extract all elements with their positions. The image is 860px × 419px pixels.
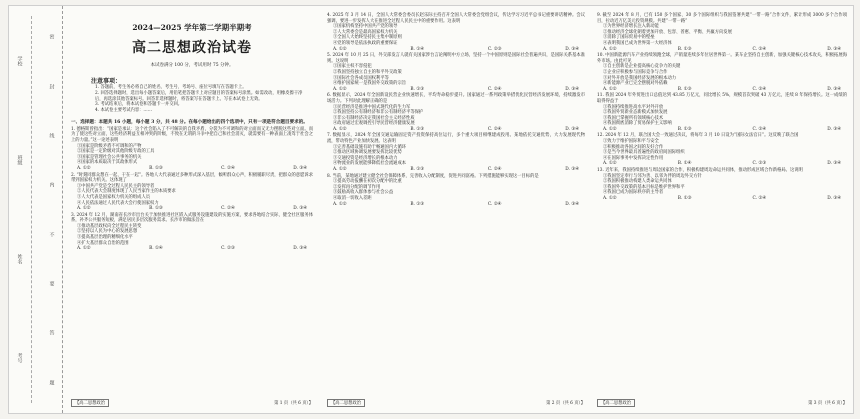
question-list	[327, 13, 585, 207]
question-list	[597, 13, 847, 202]
binding-fields	[15, 12, 25, 407]
answer-choices	[597, 87, 847, 93]
statement-option: ③我国外交政策的基本目标是维护世界和平	[603, 184, 685, 190]
statement-option: ④扩大基层群众自治的范围	[77, 240, 129, 246]
answer-choice: D. ③④	[565, 86, 579, 92]
statement-option: ①我国持续推进高水平对外开放	[603, 104, 664, 110]
statement-option: ④国家的本质取决于其政体形式	[77, 160, 138, 166]
statement-option: ④政府通过宏观调控引导民营经济健康发展	[333, 121, 415, 127]
statement-option: ②企业应积极参与国际竞争与合作	[603, 69, 668, 75]
page-2-column	[327, 12, 585, 393]
page-footer	[597, 399, 847, 409]
answer-choice: A. ①②	[77, 206, 91, 212]
statement-option: ②我国坚持独立自主的和平外交政策	[333, 69, 402, 75]
statement-option: ①中国共产党是全过程人民民主的领导者	[77, 183, 155, 189]
statement-option: ①自主创新是企业提高核心竞争力的关键	[603, 64, 681, 70]
answer-choice: C. ②④	[221, 165, 235, 171]
answer-choice: C. ②④	[487, 201, 502, 207]
question-stem: 4. 2025 年 3 月 14 日，全国人大常委会委员长赵乐际主持召开全国人大常委会党组会议，传达学习习近平总书记重要讲话精神。会议强调，要进一步发挥人大在推进全过程人民民主中的重要作用。这表明	[327, 13, 585, 24]
binding-dash-line	[31, 16, 32, 403]
answer-choice: D. ③④	[565, 201, 579, 207]
question-stem: 2. “时刻同群众想在一起、干在一起”。各地人大代表通过多种形式深入基层，倾听群众心声，积极履职尽责，把群众的意愿诉求带到国家权力机关。这体现了	[71, 172, 313, 184]
statement-option: ④取消一切收入差距	[333, 196, 372, 201]
seal-char: 不	[48, 231, 55, 237]
footer-page: 第 3 页（共 6 页）】	[808, 401, 847, 406]
exam-year: 2024—2025 学年第二学期半期考	[132, 23, 252, 32]
statement-option: ①致力于维护国际和平与安全	[603, 139, 659, 145]
statement-option: ④党的领导是依法执政的重要保证	[333, 40, 398, 46]
statement-option: ③非公有制经济决定我国社会主义经济性质	[333, 115, 415, 121]
statement-option: ①我国坚定奉行与邻为善、以邻为伴的周边外交方针	[603, 173, 702, 179]
statement-option: ②人大常委会是最高国家权力机关	[333, 29, 398, 35]
answer-choice: B. ①③	[410, 167, 424, 173]
answer-choice: D. ③④	[293, 246, 307, 252]
statement-option: ②人民代表大会制度体现了人民当家作主的本质要求	[77, 189, 176, 195]
page-footer	[71, 399, 313, 409]
answer-choice: B. ①③	[677, 46, 692, 52]
statement-option: ②发挥再分配的调节作用	[333, 184, 381, 190]
statement-option: ④维护国家统一是我国外交政策的宗旨	[333, 81, 407, 87]
question-stem: 8. 当前，某地通过建立健全社会保障体系、完善收入分配制度，促进共同富裕。下列措施能够实现这一目标的是	[327, 173, 539, 179]
answer-choice: B. ①④	[149, 246, 163, 252]
seal-char: 答	[48, 330, 55, 336]
statement-option: ④我国彻底消除了贸易保护主义影响	[603, 121, 672, 127]
answer-choice: B. ①③	[149, 206, 163, 212]
answer-choices	[327, 127, 585, 133]
answer-choice: A. ①②	[333, 201, 347, 207]
answer-choice: D. ③④	[565, 126, 579, 132]
statement-option: ②我国外贸新业态新模式加快发展	[603, 110, 668, 116]
answer-choice: C. ②③	[487, 46, 502, 52]
answer-choice: C. ②④	[752, 196, 767, 201]
answer-choice: C. ②④	[487, 167, 502, 173]
seal-char: 封	[48, 83, 55, 89]
statement-option: ④我国已成为国际秩序的主导者	[603, 190, 664, 196]
answer-choices	[327, 47, 585, 53]
answer-choices	[71, 246, 313, 252]
statement-option: ③国际社会各成员国权利平等	[333, 75, 389, 81]
page-3-column	[597, 12, 847, 393]
answer-choice: D. ③④	[565, 46, 579, 52]
statement-option: ③全国人大始终坚持民主集中制原则	[333, 35, 402, 41]
binding-seal-text	[47, 12, 57, 407]
answer-choice: D. ③④	[827, 46, 841, 52]
answer-choice: B. ①④	[677, 161, 692, 167]
statement-option: ③我国已掌握所有领域核心技术	[603, 115, 664, 121]
question-stem: 3. 2024 年 12 月，湖南省长沙市出台关于加快推进社区嵌入式服务设施建设的实施方案，要求各地结合实际，健全社区服务体系，补齐公共服务短板，满足居民多层次服务需求。长沙市的做法旨在	[71, 212, 313, 224]
statement-option: ④人民依法通过人民代表大会行使国家权力	[77, 200, 159, 206]
statement-option: ③对外开放是我国经济发展的根本动力	[603, 75, 677, 81]
answer-choice: D. ③④	[827, 161, 841, 167]
binding-label: 姓名	[16, 253, 23, 264]
statement-option: ①国家是阶级矛盾不可调和的产物	[77, 143, 142, 149]
notice-heading: 注意事项：	[91, 78, 122, 85]
answer-choice: A. ①②	[603, 86, 617, 92]
binding-label: 考号	[16, 352, 23, 363]
answer-choice: A. ①②	[333, 86, 347, 92]
answer-choice: D. ③④	[827, 196, 841, 201]
answer-choice: A. ①②	[603, 126, 617, 132]
statement-option: ①国家主权不容侵犯	[333, 64, 372, 70]
answer-choice: A. ①②	[603, 196, 617, 201]
footer-tag: 【高二思想政治	[327, 399, 365, 407]
exam-sheet	[8, 5, 854, 414]
exam-subtitle: 本试卷满分 100 分，考试用时 75 分钟。	[150, 63, 234, 68]
answer-choice: A. ①②	[77, 246, 91, 252]
binding-label: 班级	[16, 155, 23, 166]
statement-option: ④在国际事务中发挥决定性作用	[603, 155, 664, 161]
seal-char: 线	[48, 132, 55, 138]
statement-option: ③国家是管理社会公共事务的机关	[77, 154, 142, 160]
statement-option: ①国家机构坚持中国共产党的领导	[333, 24, 398, 30]
notice-item: 1. 答题前，考生务必将自己的姓名、考生号、考场号、座位号填写在答题卡上。	[95, 85, 247, 90]
answer-choices	[71, 166, 313, 172]
question-stem: 6. 数据显示，2024 年全国新设民营企业快速增长，平均寿命稳步提升。国家通过一系列政策举措优化民营经济发展环境，持续激发市场活力。下列对此理解正确的是	[327, 93, 585, 104]
notice-item: 4. 本试卷主要考试内容：……	[95, 108, 153, 114]
statement-option: ③交通投资是经济增长的根本动力	[333, 155, 398, 161]
answer-choice: B. ①③	[410, 201, 424, 207]
notice-item: 3. 考试结束后，将本试卷和答题卡一并交回。	[95, 102, 183, 108]
question-stem: 13. 近年来，我国持续推进与周边国家的合作，积极构建周边命运共同体，推动形成区域合作新格局。这说明	[597, 168, 803, 174]
answer-choice: D. ③④	[827, 126, 841, 132]
page-1-column	[71, 12, 313, 393]
answer-choice: B. ①③	[410, 86, 424, 92]
question-stem: 11. 我国 2024 年外贸进出口总值达到 43.85 万亿元，同比增长 5%，规模首次突破 43 万亿元，连续 8 年保持增长。这一成绩的取得得益于	[597, 93, 847, 104]
answer-choices	[597, 127, 847, 133]
statement-option: ②推动经济全球化朝着更加开放、包容、普惠、平衡、共赢方向发展	[603, 29, 732, 35]
answer-choices	[71, 206, 313, 212]
question-stem: 7. 数据显示，2024 年全国交通运输固定资产投资保持高位运行，多个重大项目相继建成投用。某地依托交通优势，大力发展现代物流，带动特色产业加快发展。这表明	[327, 133, 585, 145]
answer-choices	[327, 167, 585, 173]
answer-choice: A. ①②	[603, 46, 617, 52]
answer-choice: B. ①③	[149, 165, 163, 171]
question-stem: 9. 截至 2024 年 8 月，已有 150 多个国家、30 多个国际组织与我国签署共建“一带一路”合作文件，累计形成 3000 多个合作项目，拉动近万亿美元投资规模。共建“一带一路”	[597, 13, 847, 24]
section-heading: 一、选择题：本题共 16 小题，每小题 3 分，共 48 分。在每小题给出的四个选项中，只有一项是符合题目要求的。	[71, 119, 308, 125]
seal-char: 题	[48, 379, 55, 385]
answer-choice: C. ②④	[752, 86, 767, 92]
answer-choice: B. ①③	[677, 86, 692, 92]
statement-option: ③是当今世界最具普遍性的政府间国际组织	[603, 150, 685, 156]
answer-choices	[597, 47, 847, 53]
notice-item: 2. 回答选择题时，选出每小题答案后，用铅笔把答题卡上对应题目的答案标号涂黑。如需改动，用橡皮擦干净后，再选涂其他答案标号。回答非选择题时，将答案写在答题卡上。写在本试卷上无效。	[95, 90, 303, 102]
question-list	[71, 127, 313, 252]
answer-choices	[327, 87, 585, 93]
question-stem: 1. 德格斯曾指出：“国家是承认：这个社会陷入了不可解决的自我矛盾，分裂为不可调和的对立面而又无力摆脱这些对立面。而为了使这些对立面，这些经济利益互相冲突的阶级，不致在无谓的斗争中把自己和社会消灭，就需要有一种表面上凌驾于社会之上的力量。”这一论述表明	[71, 126, 313, 143]
answer-choices	[597, 196, 847, 202]
statement-option: ②推动区域协调发展要发挥比较优势	[333, 150, 402, 156]
statement-option: ①完善基础设施有助于畅通国内大循环	[333, 144, 407, 150]
statement-option: ①民营经济是推进中国式现代化的生力军	[333, 104, 411, 110]
answer-choice: C. ②④	[487, 126, 502, 132]
statement-option: ③消除了国际贸易中的壁垒	[603, 35, 655, 41]
answer-choice: B. ①③	[677, 126, 692, 132]
statement-option: ③鼓励高收入群体参与社会公益	[333, 190, 394, 196]
seal-char: 要	[48, 281, 55, 287]
answer-choice: A. ①②	[77, 165, 91, 171]
statement-option: ②国家是一定阶级对其他阶级专政的工具	[77, 149, 155, 155]
statement-option: ②我国坚持公有制经济和非公有制经济平等保护	[333, 110, 424, 116]
answer-choice: D. ③④	[565, 167, 579, 173]
seal-char: 内	[48, 182, 55, 188]
answer-choice: D. ③④	[293, 206, 307, 212]
answer-choice: A. ①②	[603, 161, 617, 167]
page-footer	[327, 399, 585, 409]
footer-tag: 【高二思想政治	[597, 399, 635, 407]
footer-page: 第 2 页（共 6 页）】	[546, 401, 585, 406]
answer-choices	[597, 161, 847, 167]
footer-tag: 【高二思想政治	[71, 399, 109, 407]
statement-option: ②我国积极推动构建人类命运共同体	[603, 179, 672, 185]
question-stem: 5. 2024 年 10 月 25 日，外交部发言人就有关国家涉台言论阐明中方立场，坚持一个中国原则是国际社会普遍共识，是国际关系基本准则。这说明	[327, 53, 585, 64]
binding-margin	[9, 6, 63, 413]
exam-title: 高二思想政治试卷	[132, 40, 252, 56]
answer-choice: A. ①②	[333, 46, 347, 52]
statement-option: ④表明我国已成为世界第一大经济体	[603, 40, 672, 46]
binding-label: 学校	[16, 56, 23, 67]
answer-choices	[327, 202, 585, 208]
statement-option: ④新能源产业已完全摆脱对外依赖	[603, 81, 668, 87]
statement-option: ④物流业的发展能够降低社会流通成本	[333, 161, 407, 167]
answer-choice: C. ②④	[487, 86, 502, 92]
answer-choice: C. ②③	[752, 161, 767, 167]
seal-char: 密	[48, 34, 55, 40]
statement-option: ②积极推动各国之间的友好合作	[603, 144, 664, 150]
statement-option: ③人大代表是国家权力机关的组成人员	[77, 194, 151, 200]
answer-choice: A. ①②	[333, 167, 347, 173]
answer-choice: B. ①③	[677, 196, 692, 201]
answer-choice: C. ②④	[221, 206, 235, 212]
question-stem: 12. 2024 年 12 月，联合国大会一致通过决议，将每年 3 月 10 日设为“国际女法官日”。这反映了联合国	[597, 133, 799, 139]
footer-page: 第 1 页（共 6 页）】	[274, 401, 313, 406]
answer-choice: B. ①④	[410, 46, 424, 52]
statement-option: ②坚持以人民为中心的发展思想	[77, 229, 138, 235]
statement-option: ③提高基层治理的精细化水平	[77, 235, 133, 241]
answer-choice: C. ②④	[752, 46, 767, 52]
answer-choice: C. ②③	[221, 246, 235, 252]
answer-choice: B. ①③	[410, 126, 424, 132]
statement-option: ①为世界经济增长注入新动能	[603, 24, 659, 30]
statement-option: ①推动基层政权向全过程民主转变	[77, 223, 142, 229]
answer-choice: A. ①②	[333, 126, 347, 132]
answer-choice: C. ②④	[752, 126, 767, 132]
statement-option: ①提高劳动报酬在初次分配中的比重	[333, 179, 402, 185]
answer-choice: D. ③④	[827, 86, 841, 92]
answer-choice: D. ③④	[293, 165, 307, 171]
question-stem: 10. 中国新能源汽车产业持续领跑全球，产销量连续多年位居世界第一。某车企坚持自主创新，加强关键核心技术攻关，积极拓展海外市场。由此可见	[597, 53, 847, 64]
